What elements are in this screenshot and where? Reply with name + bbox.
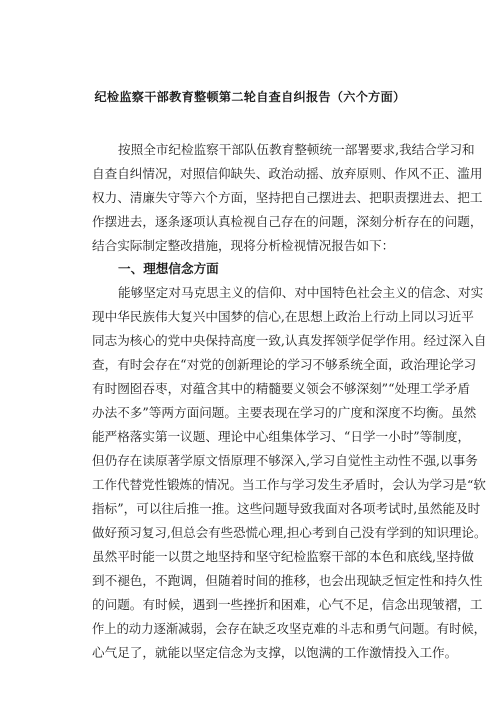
body-line: 有时囫囵吞枣，对蕴含其中的精髓要义领会不够深刻”“处理工学矛盾 <box>92 381 471 396</box>
body-line: 同志为核心的党中央保持高度一致,认真发挥领学促学作用。经过深入自 <box>92 333 487 348</box>
body-line: 能够坚定对马克思主义的信仰、对中国特色社会主义的信念、对实 <box>118 285 484 300</box>
body-line: 工作代替党性锻炼的情况。当工作与学习发生矛盾时，会认为学习是“软 <box>92 477 486 492</box>
body-line: 作上的动力逐渐减弱，会存在缺乏攻坚克难的斗志和勇气问题。有时候， <box>92 622 486 636</box>
body-line: 虽然平时能一以贯之地坚持和坚守纪检监察干部的本色和底线,坚持做 <box>92 549 474 564</box>
intro-line: 结合实际制定整改措施，现将分析检视情况报告如下： <box>92 238 395 253</box>
section-heading: 一、理想信念方面 <box>118 261 219 276</box>
body-line: 做好预习复习,但总会有些恐慌心理,担心考到自己没有学到的知识理论。 <box>92 525 487 540</box>
body-line: 但仍存在读原著学原文悟原理不够深入,学习自觉性主动性不强,以事务 <box>92 453 478 468</box>
body-line: 的问题。有时候，遇到一些挫折和困难，心气不足，信念出现皱褶，工 <box>92 597 483 612</box>
intro-line: 按照全市纪检监察干部队伍教育整顿统一部署要求,我结合学习和 <box>118 142 475 157</box>
body-line: 办法不多”等两方面问题。主要表现在学习的广度和深度不均衡。虽然 <box>92 405 477 420</box>
intro-line: 权力、清廉失守等六个方面，坚持把自己摆进去、把职责摆进去、把工 <box>92 190 483 205</box>
intro-line: 作摆进去，逐条逐项认真检视自己存在的问题，深刻分析存在的问题， <box>92 214 483 229</box>
body-line: 指标”，可以往后推一推。这些问题导致我面对各项考试时,虽然能及时 <box>92 501 481 516</box>
body-line: 查，有时会存在“对党的创新理论的学习不够系统全面，政治理论学习 <box>92 357 477 372</box>
body-line: 心气足了，就能以坚定信念为支撑，以饱满的工作激情投入工作。 <box>92 645 458 660</box>
body-line: 现中华民族伟大复兴中国梦的信心,在思想上政治上行动上同以习近平 <box>92 309 474 324</box>
body-line: 到不褪色，不跑调，但随着时间的推移，也会出现缺乏恒定性和持久性 <box>92 573 483 588</box>
document-title: 纪检监察干部教育整顿第二轮自查自纠报告（六个方面） <box>94 90 406 104</box>
body-line: 能严格落实第一议题、理论中心组集体学习、“日学一小时”等制度， <box>92 429 471 444</box>
intro-line: 自查自纠情况，对照信仰缺失、政治动摇、放弃原则、作风不正、滥用 <box>92 166 483 181</box>
